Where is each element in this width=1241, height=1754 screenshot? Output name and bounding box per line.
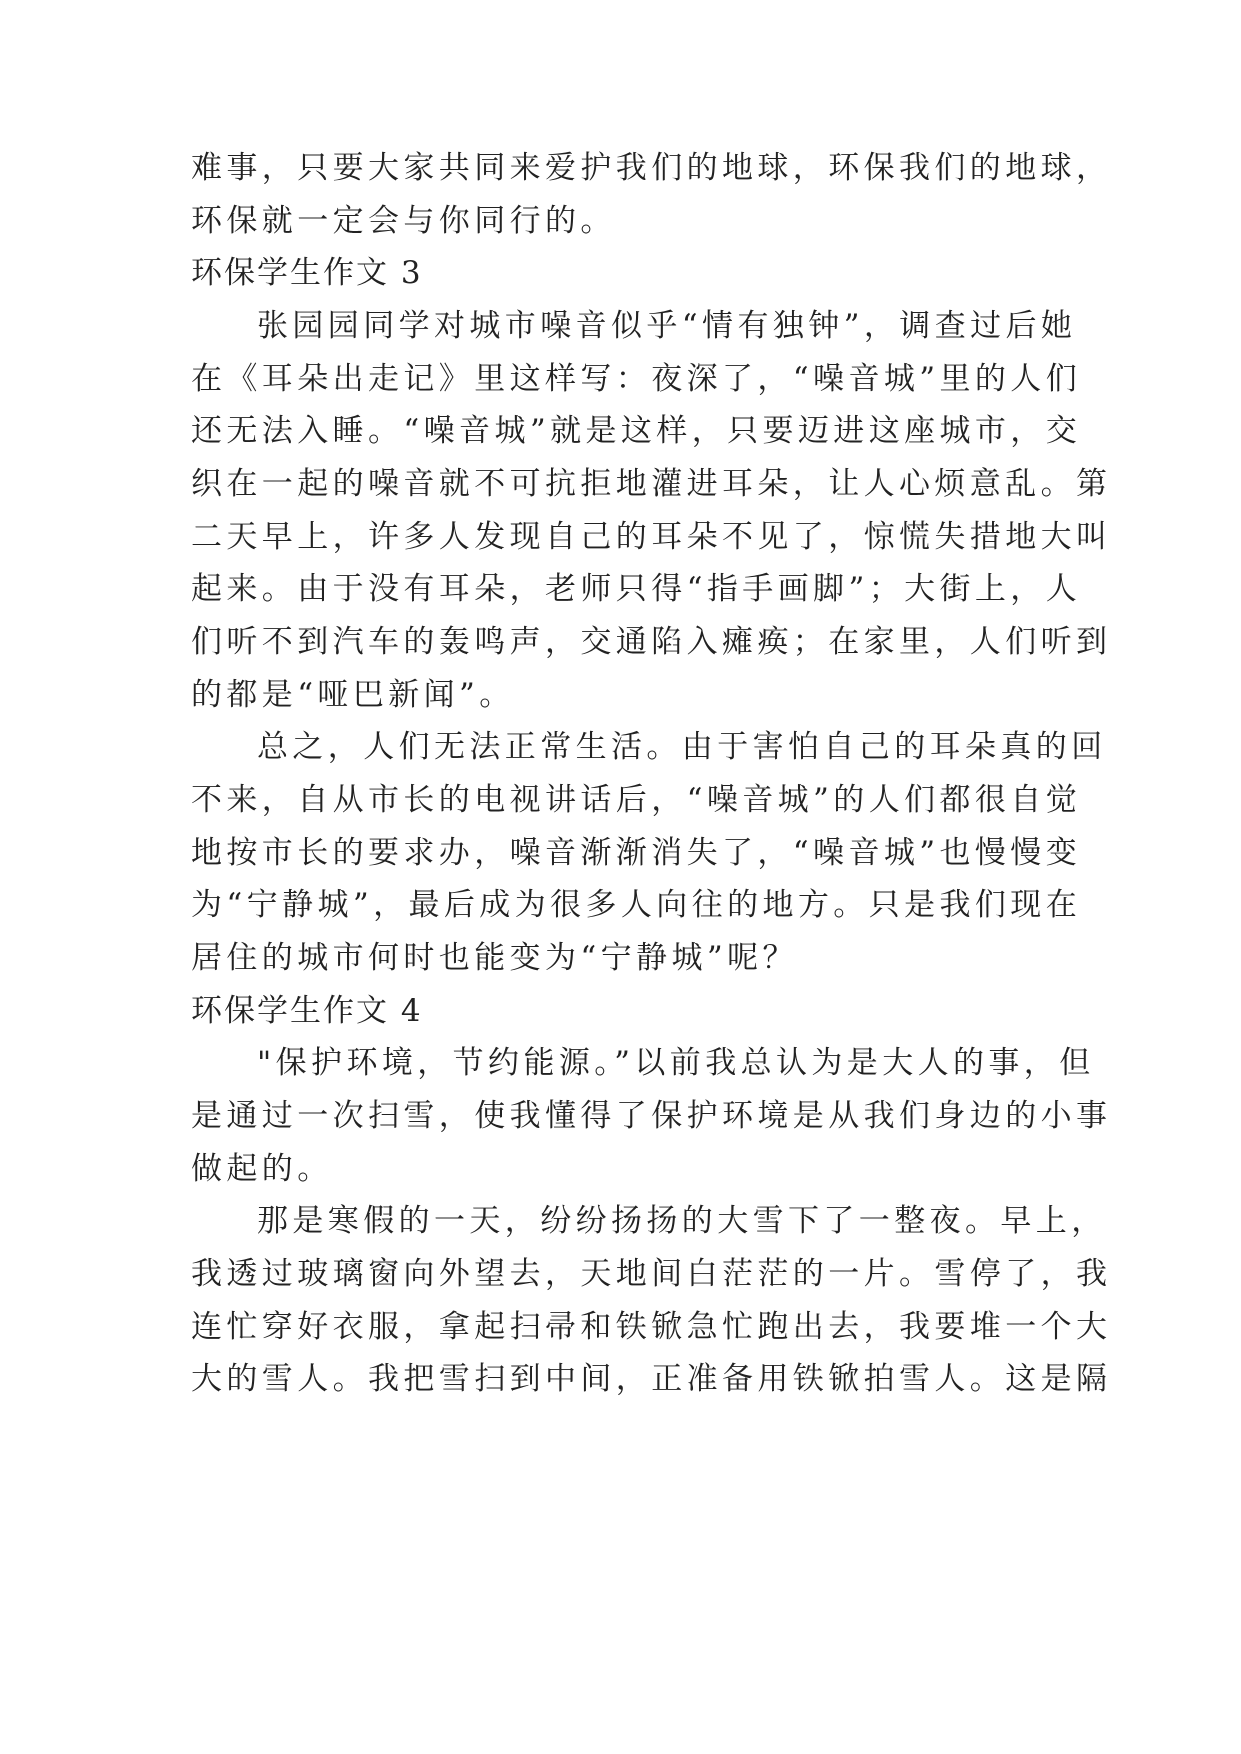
p3a-line-2: 在《耳朵出走记》里这样写：夜深了，“噪音城”里的人们 [191,361,1082,397]
p3b-line-3: 地按市长的要求办，噪音渐渐消失了，“噪音城”也慢慢变 [191,835,1082,871]
p4a-line-3: 做起的。 [191,1151,333,1187]
intro-line-2: 环保就一定会与你同行的。 [191,203,616,239]
section-heading-4: 环保学生作文 4 [191,993,423,1029]
p3a-line-7: 们听不到汽车的轰鸣声，交通陷入瘫痪；在家里，人们听到 [191,624,1112,660]
p3b-line-5: 居住的城市何时也能变为“宁静城”呢？ [191,940,798,976]
p4b-line-4: 大的雪人。我把雪扫到中间，正准备用铁锨拍雪人。这是隔 [191,1361,1112,1397]
p4a-line-1: "保护环境，节约能源。”以前我总认为是大人的事，但 [257,1045,1095,1081]
p3a-line-3: 还无法入睡。“噪音城”就是这样，只要迈进这座城市，交 [191,413,1082,449]
p4b-line-3: 连忙穿好衣服，拿起扫帚和铁锨急忙跑出去，我要堆一个大 [191,1309,1112,1345]
p3b-line-4: 为“宁静城”，最后成为很多人向往的地方。只是我们现在 [191,887,1082,923]
p3a-line-4: 织在一起的噪音就不可抗拒地灌进耳朵，让人心烦意乱。第 [191,466,1112,502]
p3b-line-2: 不来，自从市长的电视讲话后，“噪音城”的人们都很自觉 [191,782,1082,818]
p3a-line-6: 起来。由于没有耳朵，老师只得“指手画脚”；大街上，人 [191,571,1082,607]
p4a-line-2: 是通过一次扫雪，使我懂得了保护环境是从我们身边的小事 [191,1098,1112,1134]
p3b-line-1: 总之，人们无法正常生活。由于害怕自己的耳朵真的回 [257,729,1107,765]
p3a-line-8: 的都是“哑巴新闻”。 [191,677,515,713]
p3a-line-5: 二天早上，许多人发现自己的耳朵不见了，惊慌失措地大叫 [191,519,1112,555]
intro-line-1: 难事，只要大家共同来爱护我们的地球，环保我们的地球， [191,150,1112,186]
p3a-line-1: 张园园同学对城市噪音似乎“情有独钟”，调查过后她 [257,308,1077,344]
p4b-line-1: 那是寒假的一天，纷纷扬扬的大雪下了一整夜。早上， [257,1203,1107,1239]
section-heading-3: 环保学生作文 3 [191,255,423,291]
p4b-line-2: 我透过玻璃窗向外望去，天地间白茫茫的一片。雪停了，我 [191,1256,1112,1292]
